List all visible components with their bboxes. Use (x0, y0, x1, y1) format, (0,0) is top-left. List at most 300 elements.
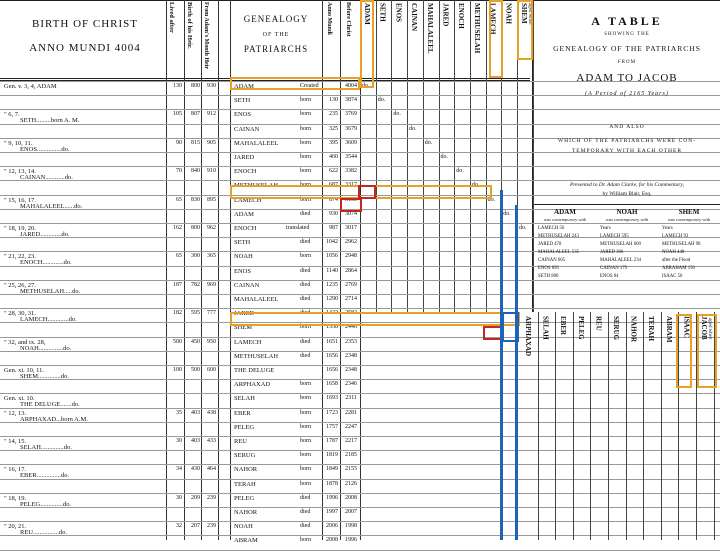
event-status: died (300, 523, 311, 530)
before-christ-value: 3609 (345, 139, 357, 146)
table-row (0, 126, 720, 138)
table-row (0, 367, 720, 379)
patriarch-name: ENOS (234, 267, 251, 275)
anno-mundi-value: 1042 (326, 239, 338, 246)
event-status: died (300, 494, 311, 501)
patriarch-name: JARED (234, 154, 255, 161)
panel-showing: SHOWING THE (604, 32, 650, 37)
row-rule (0, 408, 720, 409)
before-christ-value: 2346 (345, 381, 357, 388)
total-value: 910 (207, 168, 216, 175)
table-row (0, 211, 720, 223)
row-reference-name: CAINAN............do. (20, 174, 73, 182)
highlight-red-adam-methuselah (340, 198, 362, 212)
lower-header: TERAH (647, 316, 656, 341)
anno-mundi-value: 1693 (326, 395, 338, 402)
before-christ-value: 2185 (345, 452, 357, 459)
table-row (0, 339, 720, 351)
row-reference: Gen. v. 3, 4, ADAM (4, 83, 57, 90)
row-reference-name: MAHALALEEL......do. (20, 202, 83, 210)
event-status: born (300, 125, 311, 132)
anno-mundi-value: 1558 (326, 324, 338, 331)
event-status: born (300, 409, 311, 416)
event-status: born (300, 480, 311, 487)
before-christ-value: 1996 (345, 537, 357, 544)
row-reference: " 15, 16, 17. (4, 196, 36, 204)
before-christ-value: 4004 (345, 83, 357, 89)
row-reference: " 18, 19. (4, 494, 27, 502)
patriarch-name: SHEM (234, 324, 253, 332)
contemporary-head: ADAM (554, 208, 576, 216)
before-christ-value: 2962 (345, 239, 357, 246)
patriarch-name: ARPHAXAD (234, 381, 271, 389)
after-value: 207 (191, 523, 200, 530)
anno-mundi-value: 1235 (326, 281, 338, 288)
before-christ-value: 3679 (345, 125, 357, 132)
contemporary-line: SETH 800 (538, 274, 559, 279)
row-reference: " 21, 22, 23. (4, 253, 36, 261)
col-head-anno-mundi: Anno Mundi (326, 2, 332, 35)
lower-header: EBER (559, 316, 568, 336)
row-rule (0, 166, 720, 167)
patriarch-name: SETH (234, 97, 251, 105)
table-row (0, 282, 720, 294)
after-value: 403 (191, 438, 200, 444)
before-christ-value: 3874 (345, 97, 357, 104)
table-row (0, 353, 720, 365)
patriarchs-title: PATRIARCHS (243, 44, 309, 54)
do-mark: do. (409, 125, 417, 132)
panel-period: (A Period of 2165 Years) (585, 91, 669, 97)
contemporary-line: LAMECH 56 (538, 226, 565, 231)
event-status: born (300, 438, 311, 444)
anno-mundi-value: 687 (329, 182, 338, 189)
lower-header: NAHOR (629, 316, 638, 343)
total-value: 777 (207, 310, 216, 317)
before-christ-value: 2348 (345, 352, 357, 359)
do-mark: do. (424, 139, 433, 146)
anno-mundi-value: 395 (329, 139, 338, 146)
anno-mundi-value: 1656 (326, 352, 338, 359)
lower-header: SELAH (541, 316, 550, 340)
total-value: 438 (207, 409, 216, 416)
before-christ-value: 1998 (345, 523, 357, 530)
lived-value: 105 (173, 111, 182, 118)
row-rule (0, 521, 720, 522)
anno-mundi-value: 1997 (326, 509, 338, 515)
contemporary-line: METHUSELAH 243 (538, 234, 579, 239)
row-reference-name: SELAH..............do. (20, 444, 72, 451)
contemporary-sub: was contemporary with (543, 217, 587, 222)
row-rule (0, 294, 720, 295)
highlight-blue-methuselah-line (500, 190, 503, 540)
before-christ-value: 2348 (345, 367, 357, 373)
event-status: born (300, 423, 311, 430)
patriarch-header: LAMECH (488, 3, 497, 35)
lived-value: 500 (173, 338, 182, 345)
patriarch-name: CAINAN (234, 125, 260, 133)
row-rule (0, 507, 720, 508)
event-status: born (300, 182, 311, 189)
lived-value: 70 (176, 168, 182, 175)
contemporary-line: METHUSELAH 600 (600, 242, 641, 247)
table-row (0, 253, 720, 265)
before-christ-value: 3544 (345, 154, 357, 160)
table-row (0, 140, 720, 152)
total-value: 239 (207, 494, 216, 501)
col-head-lived-after: Lived after (168, 2, 175, 33)
event-status: died (300, 352, 311, 359)
after-value: 840 (191, 168, 200, 175)
row-reference-name: ENOS...............do. (20, 145, 70, 153)
lived-value: 30 (176, 438, 182, 444)
before-christ-value: 2864 (345, 267, 357, 274)
total-value: 962 (207, 225, 216, 231)
table-row (0, 523, 720, 535)
table-row (0, 268, 720, 280)
patriarch-header: ENOCH (457, 3, 466, 29)
before-christ-value: 2126 (345, 480, 357, 487)
do-mark: do. (362, 83, 370, 89)
lived-value: 162 (173, 225, 182, 231)
birth-of-christ-title: BIRTH OF CHRIST (31, 18, 139, 30)
anno-mundi-value: 987 (329, 225, 338, 231)
row-reference-name: REU................do. (20, 529, 68, 537)
patriarch-name: LAMECH (234, 196, 262, 204)
row-rule (0, 464, 720, 465)
patriarch-header: ENOS (394, 3, 403, 23)
panel-from: FROM (617, 60, 637, 65)
row-rule (0, 351, 720, 352)
lived-value: 30 (176, 494, 182, 501)
patriarch-name: NOAH (234, 523, 253, 531)
before-christ-value: 2353 (345, 338, 357, 345)
table-row (0, 97, 720, 109)
row-reference-name: SHEM..............do. (20, 373, 69, 380)
anno-mundi-value: 130 (329, 97, 338, 104)
after-value: 800 (191, 83, 200, 89)
row-rule (0, 365, 720, 366)
row-reference-name: THE DELUGE.......do. (20, 401, 80, 409)
contemporary-head: SHEM (678, 208, 700, 216)
anno-mundi-value: 1878 (326, 480, 338, 487)
anno-mundi-value: 1658 (326, 381, 338, 388)
of-the-title: OF THE (262, 32, 290, 38)
anno-mundi-value: 325 (329, 125, 338, 132)
highlight-jacob-column (697, 314, 717, 388)
row-reference-name: LAMECH.............do. (20, 316, 77, 324)
before-christ-value: 2008 (345, 494, 357, 501)
lived-value: 90 (176, 139, 182, 146)
row-reference-name: SETH.........born A. M. (20, 117, 80, 125)
event-status: born (300, 111, 311, 118)
total-value: 600 (207, 367, 216, 373)
table-row (0, 537, 720, 549)
do-mark: do. (456, 168, 464, 175)
panel-title: A TABLE (591, 14, 663, 28)
anno-mundi-value: 1757 (326, 423, 338, 430)
highlight-isaac-column (676, 314, 692, 388)
table-row (0, 324, 720, 336)
patriarch-name: CAINAN (234, 281, 260, 289)
row-reference: " 12, 13, 14. (4, 168, 36, 176)
row-rule (0, 280, 720, 281)
patriarch-name: MAHALALEEL (234, 139, 279, 147)
event-status: died (300, 210, 311, 217)
table-row (0, 424, 720, 436)
patriarch-name: ADAM (234, 210, 254, 218)
contemporary-head: NOAH (616, 208, 638, 216)
before-christ-value: 2582 (345, 310, 357, 317)
highlight-shem-row (230, 312, 520, 326)
total-value: 239 (207, 523, 216, 530)
row-reference: " 20, 21. (4, 523, 27, 531)
panel-temporary: TEMPORARY WITH EACH OTHER (571, 148, 683, 154)
patriarch-name: SELAH (234, 395, 255, 403)
contemporary-line: JARED 470 (538, 242, 562, 247)
contemporary-line: after the Flood (662, 258, 691, 263)
after-value: 782 (191, 281, 200, 288)
table-row (0, 225, 720, 237)
anno-mundi-value: 235 (329, 111, 338, 118)
after-value: 430 (191, 466, 200, 473)
table-row (0, 395, 720, 407)
lived-value: 34 (176, 466, 182, 473)
do-mark: do. (377, 97, 386, 104)
event-status: born (300, 97, 311, 104)
lower-header: ISAAC (682, 316, 691, 338)
panel-genealogy: GENEALOGY OF THE PATRIARCHS (553, 44, 701, 53)
patriarch-name: THE DELUGE (234, 367, 275, 374)
before-christ-value: 3317 (345, 182, 357, 189)
lived-value: 100 (173, 367, 182, 373)
row-reference: " 18, 19, 20. (4, 225, 36, 232)
patriarch-name: ENOCH (234, 168, 257, 176)
row-reference: " 16, 17. (4, 466, 27, 474)
contemporary-line: JARED 366 (600, 250, 624, 255)
event-status: born (300, 395, 311, 402)
contemporary-line: CAINAN 605 (538, 258, 566, 263)
event-status: born (300, 168, 311, 175)
anno-mundi-value: 1056 (326, 253, 338, 260)
after-value: 595 (191, 310, 200, 317)
anno-mundi-value: 1422 (326, 310, 338, 317)
lived-value: 130 (173, 83, 182, 89)
event-status: died (300, 239, 311, 246)
anno-mundi-value: 1787 (326, 438, 338, 444)
table-row (0, 466, 720, 478)
contemporary-line: NOAH 448 (662, 250, 685, 255)
anno-mundi-value: 930 (329, 210, 338, 217)
patriarch-name: NAHOR (234, 466, 258, 474)
panel-adam-to-jacob: ADAM TO JACOB (576, 72, 678, 84)
col-head-before-christ: Before Christ (345, 2, 351, 37)
panel-which-of: WHICH OF THE PATRIARCHS WERE CON- (557, 138, 697, 144)
contemporary-line: MAHALALEEL 234 (600, 258, 641, 263)
total-value: 365 (207, 253, 216, 260)
event-status: born (300, 253, 311, 260)
event-status: born (300, 537, 311, 544)
panel-and-also: AND ALSO (609, 124, 645, 130)
panel-by: by William Blair, Esq. (602, 191, 652, 197)
contemporary-line: Years (600, 226, 611, 231)
lower-header: ARPHAXAD (524, 316, 532, 357)
contemporary-line: METHUSELAH 98 (662, 242, 701, 247)
do-mark: do. (471, 182, 480, 189)
event-status: born (300, 196, 311, 203)
anno-mundi-value: 2006 (326, 523, 338, 530)
contemporary-sub: was contemporary with (667, 217, 711, 222)
total-value: 950 (207, 338, 216, 345)
row-rule (0, 550, 720, 551)
after-value: 815 (191, 139, 200, 146)
row-rule (0, 422, 720, 423)
before-christ-value: 2007 (345, 509, 357, 515)
row-rule (0, 436, 720, 437)
row-reference: " 6, 7. (4, 111, 20, 119)
row-rule (0, 493, 720, 494)
row-reference: " 25, 26, 27. (4, 281, 36, 289)
anno-mundi-value: 1651 (326, 338, 338, 345)
row-reference-name: PELEG..............do. (20, 500, 72, 508)
row-reference: Gen. xi. 10. (4, 395, 35, 403)
before-christ-value: 3130 (345, 196, 357, 203)
row-rule (0, 450, 720, 451)
do-mark: do. (519, 225, 527, 231)
patriarch-name: REU (234, 438, 247, 445)
anno-mundi-value: 1819 (326, 452, 338, 459)
after-value: 450 (191, 338, 200, 345)
row-reference: " 9, 10, 11. (4, 139, 33, 147)
patriarch-name: TERAH (234, 480, 256, 488)
anno-mundi-value: 1723 (326, 409, 338, 416)
patriarch-name: MAHALALEEL (234, 296, 279, 303)
patriarch-name: NAHOR (234, 509, 258, 516)
patriarch-name: ADAM (234, 83, 254, 90)
before-christ-value: 3382 (345, 168, 357, 175)
patriarch-header: SETH (378, 3, 387, 22)
lower-header: SERUG (612, 316, 620, 341)
row-reference: " 32, and ix. 28, (4, 338, 46, 346)
total-value: 930 (207, 83, 216, 89)
contemporary-line: LAMECH 93 (662, 234, 689, 239)
highlight-adam-column (360, 0, 374, 88)
lived-value: 65 (176, 253, 182, 260)
row-reference-name: METHUSELAH.....do. (20, 287, 81, 295)
table-row (0, 296, 720, 308)
before-christ-value: 2217 (345, 438, 357, 444)
highlight-red-adam-lamech (358, 185, 376, 199)
contemporary-line: ABRAHAM 150 (662, 266, 695, 271)
row-rule (0, 479, 720, 480)
patriarch-header: JARED (441, 3, 450, 27)
patriarch-name: PELEG (234, 423, 255, 431)
row-reference: " 14, 15. (4, 438, 27, 445)
anno-mundi-value: 2008 (326, 537, 338, 544)
after-value: 300 (191, 253, 200, 260)
anno-mundi-value: 1996 (326, 494, 338, 501)
row-rule (0, 109, 720, 110)
row-rule (0, 308, 720, 309)
lived-value: 32 (176, 523, 182, 530)
highlight-blue-shem-line (515, 205, 518, 540)
event-status: born (300, 154, 311, 160)
do-mark: do. (393, 111, 401, 118)
event-status: died (300, 338, 311, 345)
after-value: 800 (191, 225, 200, 231)
row-reference: " 12, 13. (4, 409, 27, 417)
table-row (0, 168, 720, 180)
before-christ-value: 2247 (345, 423, 357, 430)
highlight-lamech-column (489, 0, 503, 78)
table-row (0, 111, 720, 123)
col-head-birth-heir: Birth of his Heir. (186, 2, 193, 49)
after-value: 807 (191, 111, 200, 118)
contemporary-sub: was contemporary with (605, 217, 649, 222)
after-value: 500 (191, 367, 200, 373)
row-reference-name: JARED.............do. (20, 231, 70, 238)
do-mark: do. (503, 210, 511, 217)
highlight-shem-column (517, 0, 533, 60)
before-christ-value: 2769 (345, 281, 357, 288)
total-value: 895 (207, 196, 216, 203)
patriarch-name: ENOS (234, 111, 251, 119)
event-status: born (300, 466, 311, 473)
patriarch-name: METHUSELAH (234, 352, 279, 360)
event-status: died (300, 509, 311, 515)
anno-mundi-value: 1140 (326, 267, 338, 274)
total-value: 905 (207, 139, 216, 146)
lived-value: 182 (173, 310, 182, 317)
patriarch-name: SERUG (234, 452, 256, 460)
patriarch-name: NOAH (234, 253, 253, 261)
row-reference-name: NOAH...............do. (20, 344, 72, 352)
table-row (0, 154, 720, 166)
total-value: 969 (207, 281, 216, 288)
event-status: Created (300, 83, 319, 89)
anno-mundi-value: 874 (329, 196, 338, 203)
contemporary-line: LAMECH 595 (600, 234, 629, 239)
highlight-adam-row (230, 77, 360, 90)
before-christ-value: 2446 (345, 324, 357, 331)
row-reference: " 28, 30, 31. (4, 310, 36, 318)
before-christ-value: 3017 (345, 225, 357, 231)
table-row (0, 381, 720, 393)
event-status: died (300, 310, 311, 317)
row-reference-name: ENOCH.............do. (20, 259, 72, 267)
table-row (0, 239, 720, 251)
table-row (0, 495, 720, 507)
anno-mundi-value: 1290 (326, 296, 338, 302)
before-christ-value: 2311 (345, 395, 357, 402)
patriarch-header: SHEM (520, 3, 528, 24)
row-reference: Gen. xi. 10, 11. (4, 367, 45, 374)
do-mark: do. (440, 154, 448, 160)
row-rule (0, 535, 720, 536)
genealogy-title: GENEALOGY (243, 14, 309, 24)
event-status: died (300, 296, 311, 302)
before-christ-value: 2714 (345, 296, 357, 302)
patriarch-name: METHUSELAH (234, 182, 279, 190)
patriarch-name: LAMECH (234, 338, 262, 346)
anno-mundi-value: 460 (329, 154, 338, 160)
anno-mundi-value: 1656 (326, 367, 338, 373)
panel-presented: Presented to Dr. Adam Clarke, for his Commentary, (570, 182, 684, 188)
contemporary-line: ISAAC 50 (662, 274, 683, 279)
after-value: 403 (191, 409, 200, 416)
lower-header: REU (594, 316, 603, 331)
after-value: 830 (191, 196, 200, 203)
